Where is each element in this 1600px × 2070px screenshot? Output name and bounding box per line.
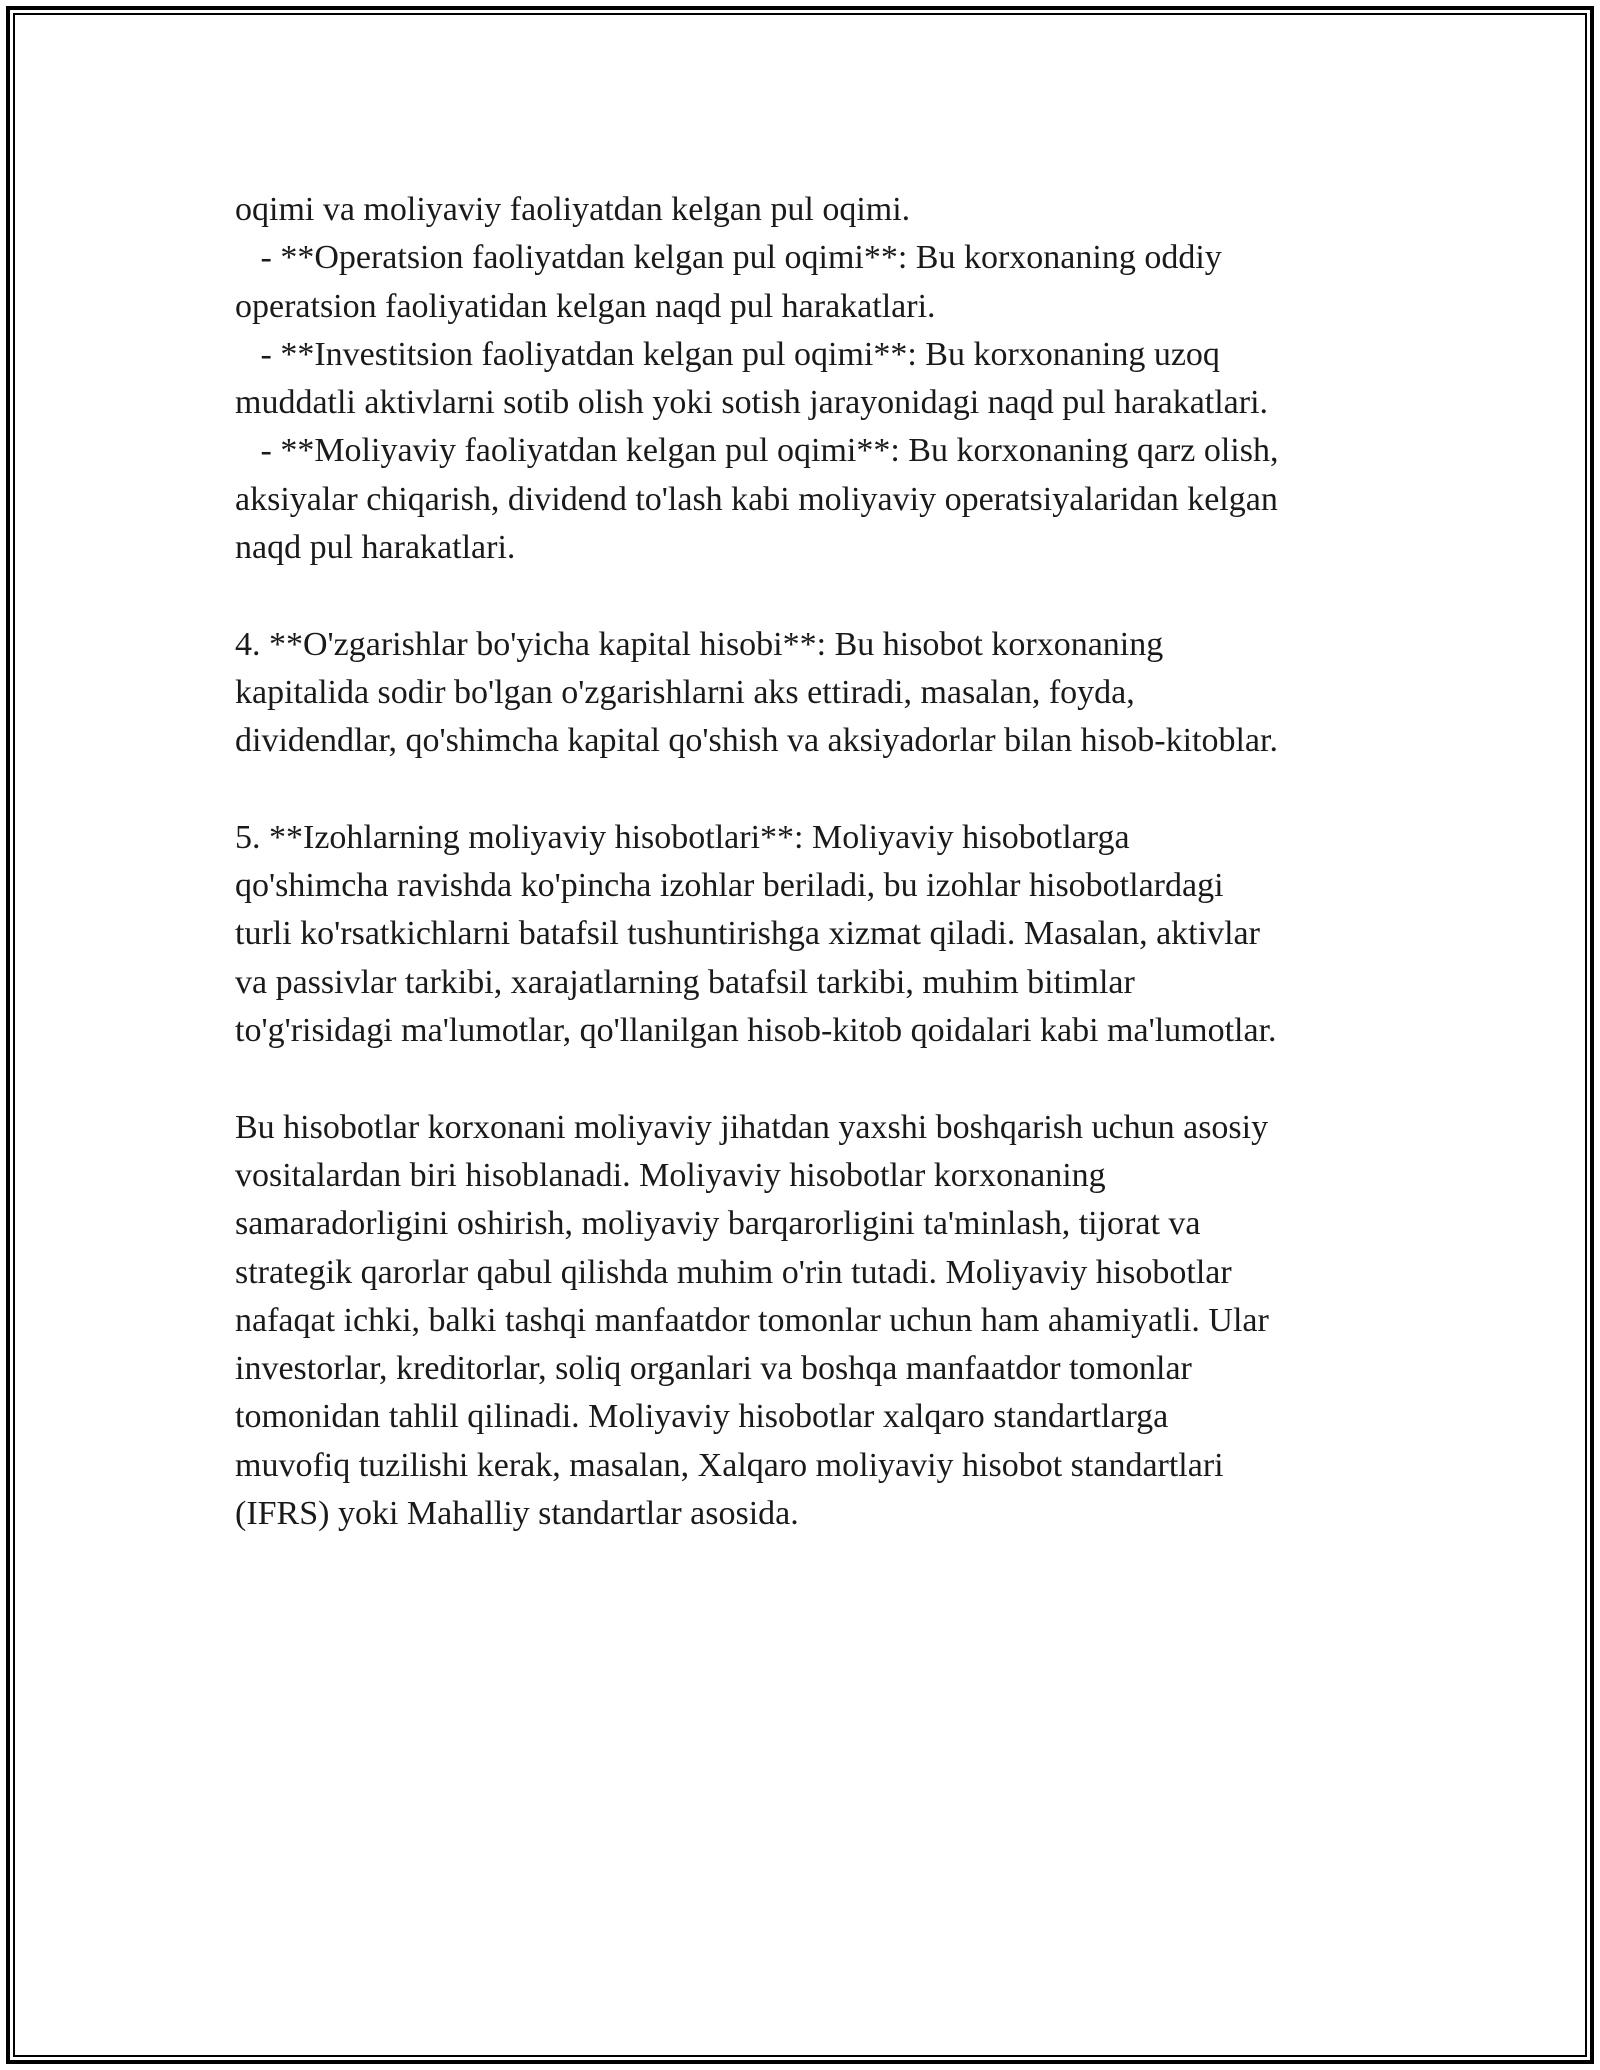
text-line: aksiyalar chiqarish, dividend to'lash kabi moliyaviy operatsiyalaridan kelgan <box>235 480 1278 518</box>
text-line: dividendlar, qo'shimcha kapital qo'shish va aksiyadorlar bilan hisob-kitoblar. <box>235 722 1278 760</box>
text-line: to'g'risidagi ma'lumotlar, qo'llanilgan hisob-kitob qoidalari kabi ma'lumotlar. <box>235 1012 1277 1050</box>
text-line: va passivlar tarkibi, xarajatlarning batafsil tarkibi, muhim bitimlar <box>235 963 1135 1001</box>
text-line: kapitalida sodir bo'lgan o'zgarishlarni aks ettiradi, masalan, foyda, <box>235 673 1135 711</box>
text-line: operatsion faoliyatidan kelgan naqd pul harakatlari. <box>235 287 936 325</box>
paragraph-spacer <box>235 766 1375 814</box>
text-line: - **Operatsion faoliyatdan kelgan pul oqimi**: Bu korxonaning oddiy <box>235 239 1222 277</box>
text-line: 5. **Izohlarning moliyaviy hisobotlari**: Moliyaviy hisobotlarga <box>235 818 1130 856</box>
text-line: (IFRS) yoki Mahalliy standartlar asosida. <box>235 1495 799 1533</box>
text-line: turli ko'rsatkichlarni batafsil tushuntirishga xizmat qiladi. Masalan, aktivlar <box>235 915 1260 953</box>
text-line: oqimi va moliyaviy faoliyatdan kelgan pul oqimi. <box>235 191 911 228</box>
text-line: tomonidan tahlil qilinadi. Moliyaviy hisobotlar xalqaro standartlarga <box>235 1398 1169 1436</box>
paragraph-cash-flow-details <box>235 186 1375 572</box>
text-line: naqd pul harakatlari. <box>235 529 516 567</box>
text-line: samaradorligini oshirish, moliyaviy barqarorligini ta'minlash, tijorat va <box>235 1205 1201 1243</box>
document-body <box>235 186 1375 1538</box>
text-line: - **Investitsion faoliyatdan kelgan pul oqimi**: Bu korxonaning uzoq <box>235 335 1220 373</box>
paragraph-spacer <box>235 572 1375 620</box>
text-line: nafaqat ichki, balki tashqi manfaatdor tomonlar uchun ham ahamiyatli. Ular <box>235 1301 1269 1339</box>
paragraph-spacer <box>235 1055 1375 1103</box>
text-line: strategik qarorlar qabul qilishda muhim o'rin tutadi. Moliyaviy hisobotlar <box>235 1253 1232 1291</box>
paragraph-conclusion <box>235 1104 1375 1539</box>
text-line: investorlar, kreditorlar, soliq organlari va boshqa manfaatdor tomonlar <box>235 1350 1192 1388</box>
paragraph-item-4 <box>235 621 1375 766</box>
text-line: vositalardan biri hisoblanadi. Moliyaviy hisobotlar korxonaning <box>235 1156 1106 1194</box>
text-line: qo'shimcha ravishda ko'pincha izohlar beriladi, bu izohlar hisobotlardagi <box>235 867 1224 905</box>
text-line: muvofiq tuzilishi kerak, masalan, Xalqaro moliyaviy hisobot standartlari <box>235 1446 1224 1484</box>
text-line: Bu hisobotlar korxonani moliyaviy jihatdan yaxshi boshqarish uchun asosiy <box>235 1108 1269 1146</box>
paragraph-item-5 <box>235 814 1375 1055</box>
text-line: 4. **O'zgarishlar bo'yicha kapital hisobi**: Bu hisobot korxonaning <box>235 625 1164 663</box>
text-line: - **Moliyaviy faoliyatdan kelgan pul oqimi**: Bu korxonaning qarz olish, <box>235 432 1279 470</box>
text-line: muddatli aktivlarni sotib olish yoki sotish jarayonidagi naqd pul harakatlari. <box>235 384 1269 422</box>
